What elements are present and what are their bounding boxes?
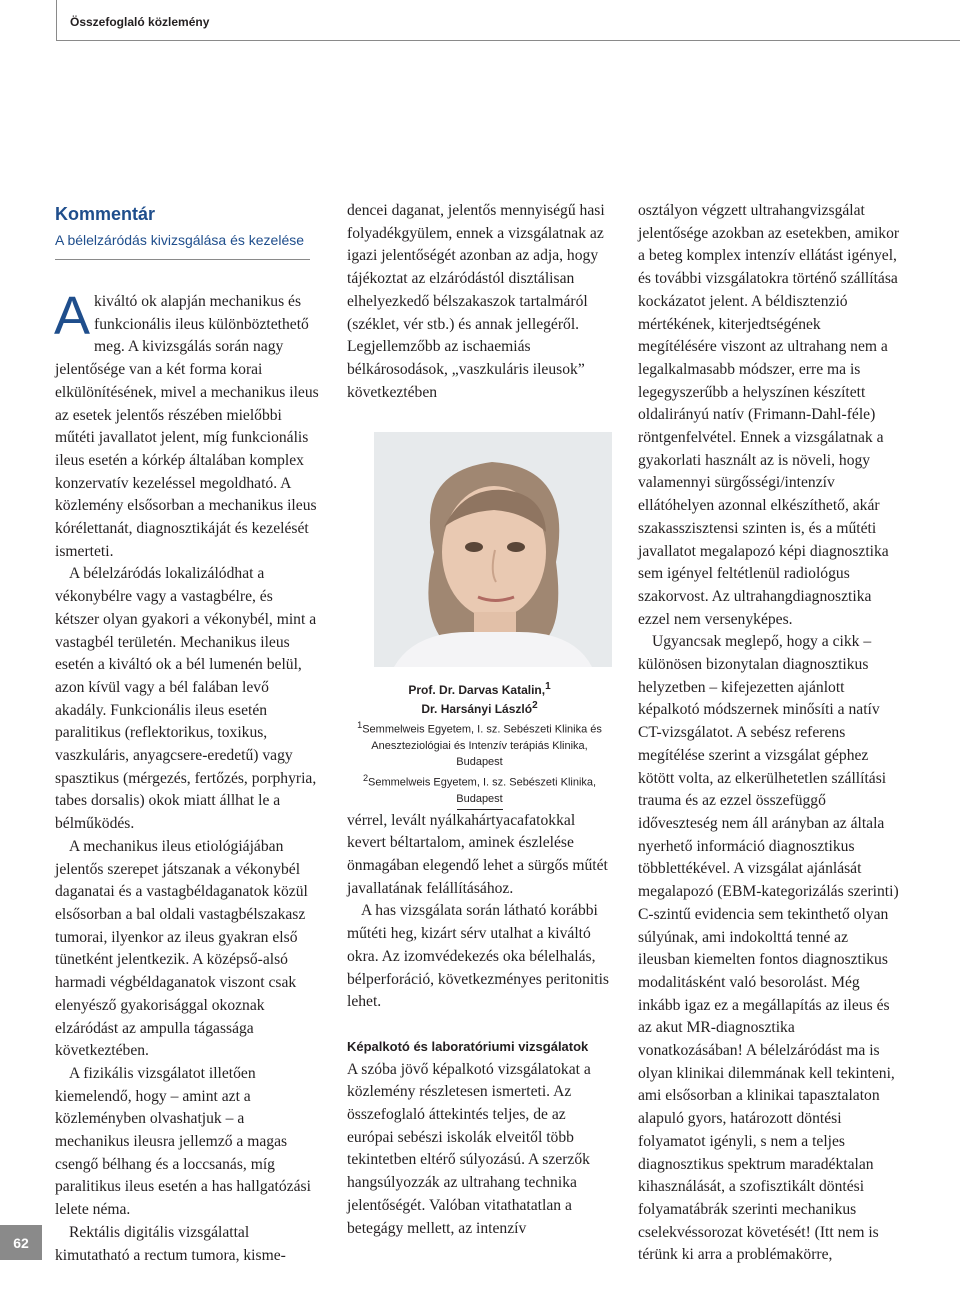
- page-number: 62: [0, 1225, 42, 1260]
- affiliation-1-cont: Aneszteziológiai és Intenzív terápiás Klinika, Budapest: [371, 739, 588, 768]
- paragraph: osztályon végzett ultrahangvizsgálat jelentősége azokban az esetekben, amikor a beteg komplex intenzív ellátást igényel, és további vizsgálatokra történő szállítása kockázatot jelent. A béldisztenzió mértékének, kiterjedtségének megítélésére viszont az ultrahang nem a legalkalmasabb módszer, erre ma is legegyszerűbb a helyszínen készített oldalirányú natív (Frimann-Dahl-féle) röntgenfelvétel. Ennek a vizsgálatnak a gyakorlati használt az is növeli, hogy valamennyi sürgősségi/intenzív ellátóhelyen azonnal elkészíthető, akár szakasszisztensi szinten is, és a műtéti javallatot megalapozó képi diagnosztika sem igényel feltétlenül radiológus szakorvost. Az ultrahangdiagnosztika ezzel nem versenyképes.: [638, 202, 900, 628]
- author-name-1: Prof. Dr. Darvas Katalin,$^1$: [408, 681, 551, 698]
- article-subtitle: A bélelzáródás kivizsgálása és kezelése: [55, 230, 310, 260]
- paragraph: A has vizsgálata során látható korábbi műtéti heg, kizárt sérv utalhat a kiváltó okra. Az izomvédekezés oka bélelhalás, bélperforáció, következményes peritonitis lehet.: [347, 902, 609, 1011]
- paragraph: Rektális digitális vizsgálattal kimutatható a rectum tumora, kisme-: [55, 1223, 286, 1264]
- portrait-illustration: [374, 432, 612, 667]
- paragraph: Akiváltó ok alapján mechanikus és funkcionális ileus különböztethető meg. A kivizsgálás során nagy jelentősége van a két forma korai elkülönítésének, mivel a mechanikus ileus az esetek jelentős részében mielőbbi műtéti javallatot jelent, míg funkcionális ileus esetén a kórkép általában komplex konzervatív kezeléssel megoldható. A közlemény elsősorban a mechanikus ileus kórélettanát, diagnosztikáját és kezelését ismerteti.: [54, 286, 319, 560]
- paragraph: vérrel, levált nyálkahártyacafatokkal kevert béltartalom, aminek észlelése önmagában elegendő lehet a sürgős műtét javallatának felállításához.: [347, 811, 608, 897]
- affiliation-2: $^2$Semmelweis Egyetem, I. sz. Sebészeti Klinika,: [362, 772, 597, 789]
- author-photo: [374, 432, 612, 667]
- section-title: Összefoglaló közlemény: [70, 15, 210, 29]
- paragraph: A bélelzáródás lokalizálódhat a vékonybélre vagy a vastagbélre, és kétszer olyan gyakori a vékonybél, mint a vastagbél területén. Mechanikus ileus esetén a kiváltó ok a bél lumenén belül, azon kívül vagy a bél falában levő akadály. Funkcionális ileus esetén paralitikus (reflektorikus, toxikus, vaszkuláris, anyagcsere-eredetű) vagy spasztikus (mérgezés, fertőzés, porphyria, tabes dorsalis) okok miatt állhat le a bélműködés.: [55, 565, 317, 833]
- paragraph: Ugyancsak meglepő, hogy a cikk – különösen bizonytalan diagnosztikus helyzetben – kifejezetten ajánlott képalkotó módszernek minősíti a natív CT-vizsgálatot. A sebész referens megítélése szerint a vizsgálat géphez kötött volta, az elkerülhetetlen szállítási trauma és az ezzel összefüggő időveszteség nem áll arányban az általa nyerhető információ diagnosztikus többlettékével. A vizsgálat ajánlását megalapozó (EBM-kategorizálás szerinti) C-szintű evidencia sem tekinthető olyan súlyúnak, ami indokolttá tenné az ileusban kiemelten fontos diagnosztikus modalitásként való besorolást. Még inkább igaz ez a megállapítás az ileus és az akut MR-diagnosztika vonatkozásában! A bélelzáródást ma is olyan klinikai dilemmának kell tekinteni, ami elsősorban a klinikai tapasztalaton alapuló gyors, határozott döntési folyamatot igényli, s nem a teljes diagnosztikus spektrum maradéktalan kihasználását, a szofisztikált döntési folyamatábrák szerinti mechanikus cselekvéssorozat követését! (Itt nem is térünk ki arra a problémakörre,: [638, 633, 899, 1264]
- paragraph: A fizikális vizsgálatot illetően kiemelendő, hogy – amint azt a közleményben olvashatjuk – a mechanikus ileusra jellemző a magas csengő bélhang és a loccsanás, míg paralitikus ileus esetén a has hallgatózási lelete néma.: [55, 1064, 311, 1219]
- paragraph: A mechanikus ileus etiológiájában jelentős szerepet játszanak a vékonybél daganatai és a vastagbéldaganatok közül elsősorban a bal oldali vastagbélszakasz tumorai, ilyenkor az ileus gyakran első tünetként jelentkezik. A középső-alsó harmadi végbéldaganatok viszont csak elenyésző gyakorisággal okoznak elzáródást az ampulla tágassága következtében.: [55, 837, 308, 1060]
- header-divider: [56, 0, 57, 40]
- affiliation-2-cont: Budapest: [456, 792, 503, 805]
- column-1: [55, 200, 320, 1267]
- affiliation-1: $^1$Semmelweis Egyetem, I. sz. Sebészeti Klinika és: [357, 720, 602, 736]
- paragraph: dencei daganat, jelentős mennyiségű hasi folyadékgyülem, ennek a vizsgálatnak az igazi jelentőségét azonban az adja, hogy tájékoztat az elzáródástól disztálisan elhelyezkedő bélszakaszok tartalmáról (széklet, vér stb.) és annak jellegéről. Legjellemzőbb az ischaemiás bélkárosodások, „vaszkuláris ileusok” következtében: [347, 202, 605, 401]
- subheading: Képalkotó és laboratóriumi vizsgálatok: [347, 1038, 589, 1054]
- drop-cap: A: [54, 286, 91, 346]
- header-rule: [56, 40, 960, 41]
- author-caption: [347, 679, 612, 809]
- article-kicker: Kommentár: [55, 204, 156, 224]
- author-name-2: Dr. Harsányi László$^2$: [421, 700, 538, 717]
- paragraph: A szóba jövő képalkotó vizsgálatokat a közlemény részletesen ismerteti. Az összefoglaló áttekintés teljes, de az európai sebészi iskolák elveitől több tekintetben eltérő súlyozású. A szerzők hangsúlyozzák az ultrahang technika jelentőségét. Valóban vitathatatlan a betegágy mellett, az intenzív: [347, 1060, 591, 1237]
- column-2: [347, 200, 612, 1240]
- column-3: [638, 200, 903, 1267]
